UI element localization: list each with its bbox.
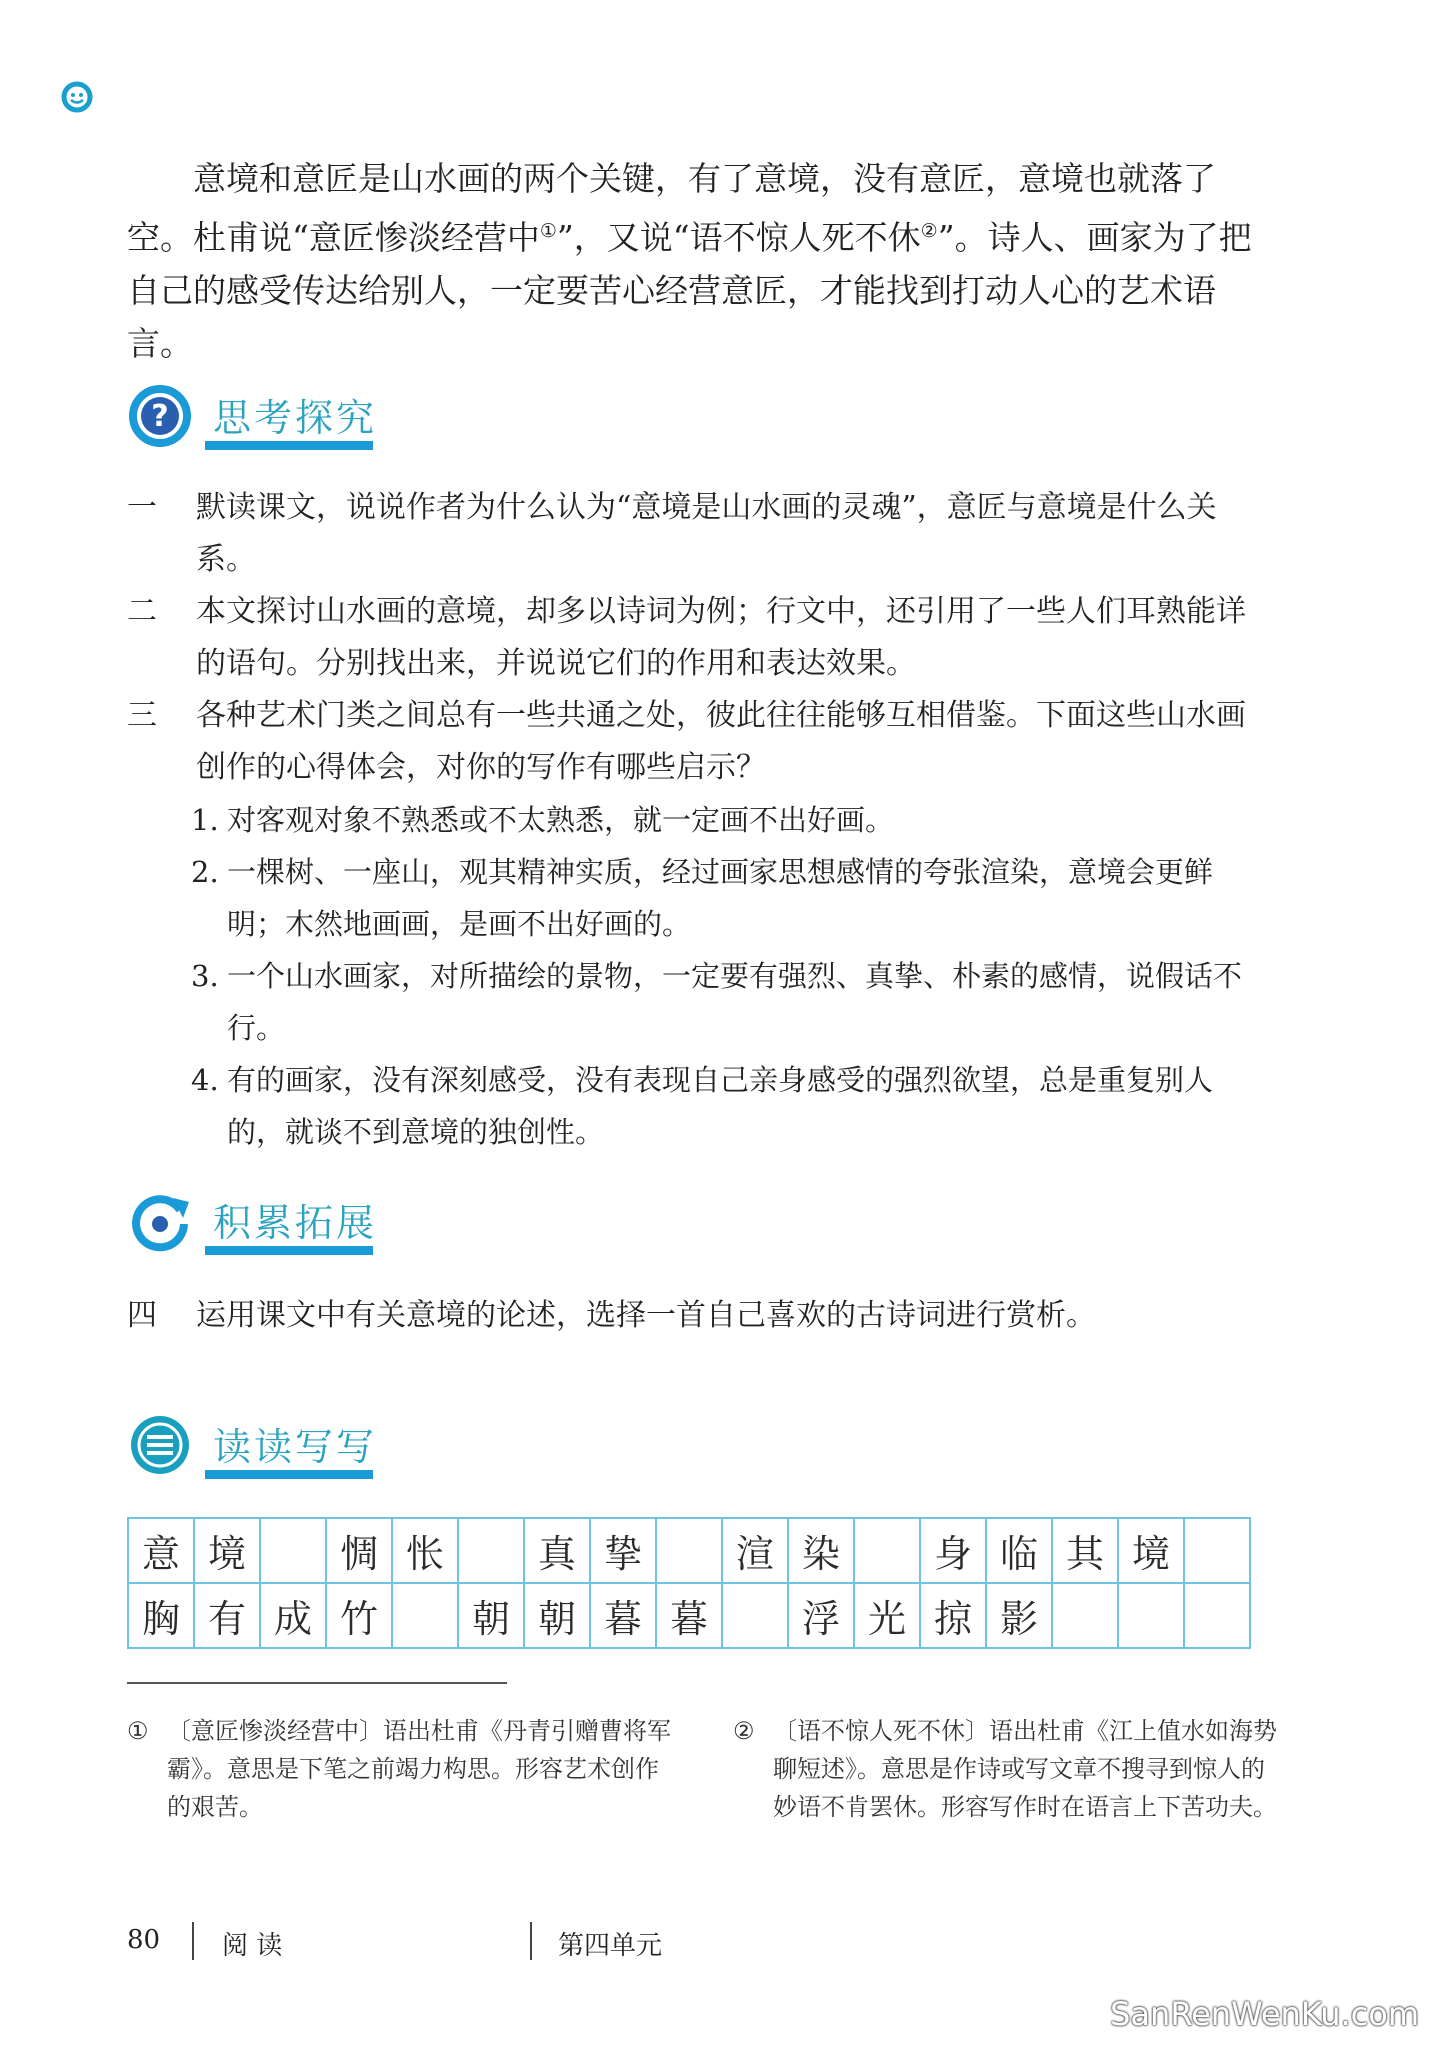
sub-item-number: 4. xyxy=(191,1063,219,1097)
page-number: 80 xyxy=(127,1925,161,1955)
section-read-header xyxy=(127,1412,447,1488)
smiley-icon xyxy=(60,80,94,114)
vocab-cell xyxy=(1184,1518,1250,1583)
section-think-header xyxy=(127,383,447,459)
section-think-title: 思考探究 xyxy=(213,396,378,440)
footnote-text: 〔意匠惨淡经营中〕语出杜甫《丹青引赠曹将军霸》。意思是下笔之前竭力构思。形容艺术创作的艰苦。 xyxy=(167,1717,671,1821)
footnote-number: ② xyxy=(733,1717,755,1745)
vocab-cell: 朝 xyxy=(458,1583,524,1648)
vocab-cell xyxy=(656,1518,722,1583)
sub-item xyxy=(127,950,1267,1054)
vocab-cell: 暮 xyxy=(590,1583,656,1648)
section-extend-title: 积累拓展 xyxy=(213,1201,378,1245)
extend-question-list xyxy=(127,1290,1267,1342)
question-number: 四 xyxy=(127,1298,157,1333)
vocab-row-2 xyxy=(128,1583,1250,1648)
sub-item-text: 有的画家，没有深刻感受，没有表现自己亲身感受的强烈欲望，总是重复别人的，就谈不到意境的独创性。 xyxy=(227,1063,1214,1149)
paragraph-text-2: ”，又说“语不惊人死不休 xyxy=(556,218,921,257)
question-text: 本文探讨山水画的意境，却多以诗词为例；行文中，还引用了一些人们耳熟能详的语句。分别找出来，并说说它们的作用和表达效果。 xyxy=(196,594,1246,681)
question-icon xyxy=(127,383,193,449)
vocab-cell: 影 xyxy=(986,1583,1052,1648)
paragraph-text-1: 意境和意匠是山水画的两个关键，有了意境，没有意匠，意境也就落了空。杜甫说“意匠惨淡经营中 xyxy=(127,159,1216,257)
footnote-mark-1[interactable]: ① xyxy=(539,220,557,242)
vocab-cell: 朝 xyxy=(524,1583,590,1648)
vocab-cell xyxy=(1052,1583,1118,1648)
vocab-cell xyxy=(854,1518,920,1583)
question-text: 默读课文，说说作者为什么认为“意境是山水画的灵魂”，意匠与意境是什么关系。 xyxy=(196,490,1217,577)
vocab-cell: 其 xyxy=(1052,1518,1118,1583)
sub-item xyxy=(127,846,1267,950)
section-read-title: 读读写写 xyxy=(213,1425,378,1469)
vocab-cell: 胸 xyxy=(128,1583,194,1648)
intro-paragraph xyxy=(127,152,1267,370)
sub-item xyxy=(127,1054,1267,1158)
sub-item-number: 1. xyxy=(191,803,219,837)
svg-text:?: ? xyxy=(151,399,169,434)
vocab-cell: 暮 xyxy=(656,1583,722,1648)
vocab-cell: 境 xyxy=(194,1518,260,1583)
question-text: 各种艺术门类之间总有一些共通之处，彼此往往能够互相借鉴。下面这些山水画创作的心得体会，对你的写作有哪些启示？ xyxy=(196,698,1246,785)
footer-unit-label: 第四单元 xyxy=(558,1931,663,1961)
footnote-divider xyxy=(127,1682,507,1684)
sub-item xyxy=(127,794,1267,846)
vocab-cell xyxy=(722,1583,788,1648)
watermark: SanRenWenKu.com xyxy=(1110,1995,1419,2033)
vocab-cell: 临 xyxy=(986,1518,1052,1583)
vocab-cell: 真 xyxy=(524,1518,590,1583)
vocab-grid xyxy=(127,1517,1251,1649)
vocab-cell: 挚 xyxy=(590,1518,656,1583)
vocab-row-1 xyxy=(128,1518,1250,1583)
footer-separator xyxy=(530,1922,532,1960)
vocab-cell: 光 xyxy=(854,1583,920,1648)
vocab-cell xyxy=(260,1518,326,1583)
vocab-cell xyxy=(1118,1583,1184,1648)
question-number: 一 xyxy=(127,490,157,525)
question-item xyxy=(127,482,1267,586)
vocab-cell: 浮 xyxy=(788,1583,854,1648)
question-text: 运用课文中有关意境的论述，选择一首自己喜欢的古诗词进行赏析。 xyxy=(196,1298,1096,1333)
sub-item-text: 一个山水画家，对所描绘的景物，一定要有强烈、真挚、朴素的感情，说假话不行。 xyxy=(227,959,1243,1045)
vocab-cell xyxy=(458,1518,524,1583)
footnote-mark-2[interactable]: ② xyxy=(920,220,938,242)
vocab-cell: 染 xyxy=(788,1518,854,1583)
vocab-cell: 境 xyxy=(1118,1518,1184,1583)
vocab-cell xyxy=(1184,1583,1250,1648)
footer-separator xyxy=(192,1922,194,1960)
sub-item-text: 对客观对象不熟悉或不太熟悉，就一定画不出好画。 xyxy=(227,803,895,837)
vocab-cell: 竹 xyxy=(326,1583,392,1648)
vocab-cell: 成 xyxy=(260,1583,326,1648)
footnote-number: ① xyxy=(127,1717,149,1745)
sub-item-number: 3. xyxy=(191,959,219,993)
vocab-cell: 身 xyxy=(920,1518,986,1583)
vocab-cell: 意 xyxy=(128,1518,194,1583)
footer-section-label: 阅 读 xyxy=(222,1931,283,1961)
paragraph-text-3: ”。诗人、画家为了把自己的感受传达给别人，一定要苦心经营意匠，才能找到打动人心的艺术语言。 xyxy=(127,218,1252,363)
question-number: 三 xyxy=(127,698,157,733)
think-question-list xyxy=(127,482,1267,1158)
section-think-underline xyxy=(205,441,373,450)
sub-item-number: 2. xyxy=(191,855,219,889)
question-item xyxy=(127,1290,1267,1342)
list-lines-icon xyxy=(127,1412,193,1478)
question-item xyxy=(127,690,1267,794)
vocab-cell: 掠 xyxy=(920,1583,986,1648)
footnote-1 xyxy=(127,1712,677,1826)
refresh-arrow-icon xyxy=(127,1188,193,1254)
vocab-cell: 有 xyxy=(194,1583,260,1648)
question-item xyxy=(127,586,1267,690)
section-read-underline xyxy=(205,1470,373,1479)
question-number: 二 xyxy=(127,594,157,629)
section-extend-header xyxy=(127,1188,447,1264)
vocab-cell: 渲 xyxy=(722,1518,788,1583)
vocab-cell: 惆 xyxy=(326,1518,392,1583)
sub-item-text: 一棵树、一座山，观其精神实质，经过画家思想感情的夸张渲染，意境会更鲜明；木然地画画，是画不出好画的。 xyxy=(227,855,1214,941)
footnote-text: 〔语不惊人死不休〕语出杜甫《江上值水如海势聊短述》。意思是作诗或写文章不搜寻到惊人的妙语不肯罢休。形容写作时在语言上下苦功夫。 xyxy=(773,1717,1277,1821)
footnote-2 xyxy=(733,1712,1278,1826)
vocab-cell xyxy=(392,1583,458,1648)
sub-item-list xyxy=(127,794,1267,1158)
vocab-cell: 怅 xyxy=(392,1518,458,1583)
section-extend-underline xyxy=(205,1246,373,1255)
